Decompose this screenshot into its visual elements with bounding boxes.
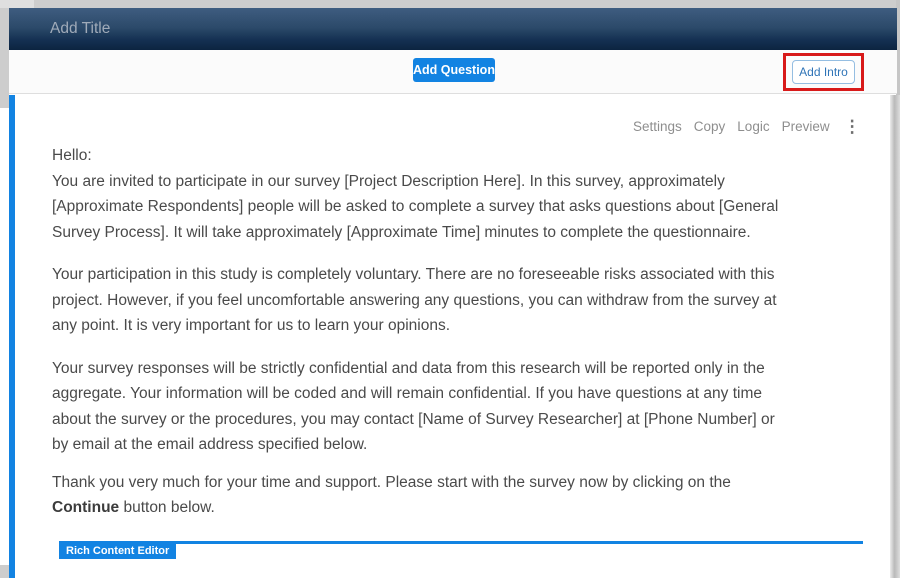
intro-paragraph (52, 470, 867, 521)
intro-text-editor-area[interactable] (52, 143, 867, 538)
add-intro-button[interactable]: Add Intro (792, 60, 855, 84)
page-top-strip (0, 0, 900, 8)
kebab-menu-icon[interactable]: ⋮ (843, 116, 861, 136)
intro-line: by email at the email address specified below. (52, 436, 368, 453)
page-title: Add Title (50, 20, 111, 37)
toolbar (9, 50, 897, 94)
block-menu (633, 116, 863, 136)
intro-line: [Approximate Respondents] people will be asked to complete a survey that asks questions about [General (52, 198, 779, 215)
rich-content-editor-tab: Rich Content Editor (59, 544, 176, 559)
menu-item-preview[interactable]: Preview (781, 119, 830, 134)
intro-paragraph (52, 356, 867, 458)
page-top-tab-remnant (0, 0, 34, 8)
menu-item-logic[interactable]: Logic (737, 119, 770, 134)
intro-block-card (9, 95, 890, 578)
intro-line: Survey Process]. It will take approximately [Approximate Time] minutes to complete the questionnaire. (52, 223, 751, 241)
intro-line-rest: button below. (119, 499, 215, 516)
intro-line: Thank you very much for your time and support. Please start with the survey now by clicking on the (52, 473, 731, 491)
intro-line: Hello: (52, 147, 92, 164)
menu-item-copy[interactable]: Copy (693, 119, 726, 134)
intro-line: project. However, if you feel uncomfortable answering any questions, you can withdraw from the survey at (52, 291, 777, 309)
intro-line: aggregate. Your information will be coded and will remain confidential. If you have questions at any time (52, 385, 762, 402)
intro-line: any point. It is very important for us to learn your opinions. (52, 317, 451, 334)
intro-line: Your participation in this study is completely voluntary. There are no foreseeable risks associated with this (52, 266, 775, 283)
page-right-scroll-strip[interactable] (890, 95, 900, 578)
intro-line: You are invited to participate in our survey [Project Description Here]. In this survey, approximately (52, 172, 725, 190)
intro-paragraph (52, 143, 867, 245)
page-left-bottom-strip (0, 565, 9, 578)
survey-title-bar (9, 8, 897, 50)
intro-line (52, 495, 867, 521)
editor-focus-line (59, 541, 863, 544)
annotation-highlight-box (783, 53, 864, 91)
add-question-button[interactable]: Add Question (413, 58, 495, 82)
continue-bold-text: Continue (52, 499, 120, 516)
intro-paragraph (52, 262, 867, 339)
menu-item-settings[interactable]: Settings (633, 119, 682, 134)
intro-line: about the survey or the procedures, you may contact [Name of Survey Researcher] at [Phone Number] or (52, 410, 775, 428)
intro-line: Your survey responses will be strictly confidential and data from this research will be reported only in the (52, 359, 765, 377)
page-left-strip (0, 8, 9, 108)
